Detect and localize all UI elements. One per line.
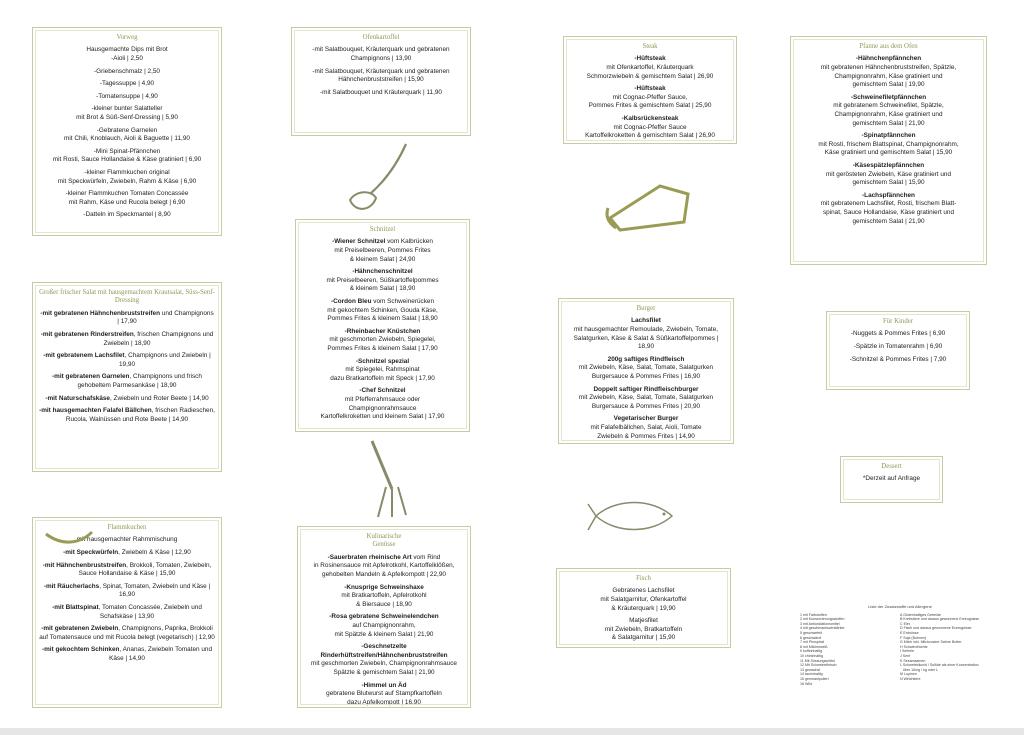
menu-item [565,356,727,382]
dish-description: mit hausgemachter Remoulade, Zwiebeln, Tomate, Salatgurken, Käse & Salat & Süßkartoffelpommes | 18,90 [573,326,719,351]
dish-name: -mit gekochtem Schinken [41,646,120,654]
dish-name: -Käsespätzlepfännchen [852,161,925,169]
dish-description: mit Zwiebeln, Käse, Salat, Tomate, Salatgurken Burgersauce & Pommes Frites | 16,90 [578,364,714,380]
dish-description: vom Schweinerücken mit gekochtem Schinken, Gouda Käse, Pommes Frites & kleinem Salat | 18,90 [327,297,438,323]
menu-item: -Spätzle in Tomatenrahm | 6,90 [853,343,943,350]
dish-description: mit Zwiebeln, Käse, Salat, Tomate, Salatgurken Burgersauce & Pommes Frites | 20,90 [578,394,714,410]
dish-description: gebratene Blutwurst auf Stampfkartoffeln dazu Apfelkompott | 16,90 [326,690,442,706]
legend-entry: 10 chininhaltig [800,653,823,658]
menu-item [304,554,464,580]
section-kinder [826,311,970,390]
legend-entry: B Krebstiere und daraus gewonnene Erzeugnisse [900,617,980,622]
item-list [833,330,963,364]
dish-name: -Hähnchenpfännchen [855,55,922,63]
menu-item [302,298,463,324]
legend-entry: 13 gewachst [800,667,821,672]
menu-item: -Nuggets & Pommes Frites | 6,90 [850,330,946,338]
item-list [302,238,463,421]
menu-item [565,415,727,441]
legend-entry: 15 genmanipuliert [800,676,829,681]
section-salat [32,282,222,472]
menu-item [302,268,463,294]
legend-entry: 7 mit Phosphat [800,640,824,645]
dish-name: -Hüftsteak [634,85,666,93]
dish-name: -mit Räucherlachs [43,582,100,590]
legend-entry: H Schalenfrüchte [900,644,928,649]
menu-item [39,646,215,663]
menu-item [304,682,464,708]
cake-slice-icon [600,178,694,234]
dish-description: mit gebratenem Schweinefilet, Spätzle, Champignonrahm, Käse gratiniert und gemischtem Salat | 21,90 [833,102,944,127]
legend-entry: 4 mit geschmacksverstärker [800,626,845,631]
dish-description: mit Rosti, frischem Blattspinat, Champignonrahm, Käse gratiniert und gemischtem Salat | 15,90 [818,140,959,157]
dish-name: -mit Speckwürfeln [63,549,119,556]
section-ofenkartoffel [291,27,471,136]
section-dessert [840,456,943,503]
menu-item [304,643,464,677]
dish-description: mit Preiselbeeren, Süßkartoffelpommes & kleinem Salat | 18,90 [326,276,439,293]
menu-item [39,583,215,600]
dish-name: -mit Blattspinat [52,603,99,611]
menu-item: Hausgemachte Dips mit Brot -Aioli | 2,50 [86,46,168,62]
dish-name: Doppelt saftiger Rindfleischburger [593,385,699,393]
section-title: Kulinarische Genüsse [366,533,402,549]
dish-description: , frischen Radieschen, Rucola, Walnüssen und Rote Beete | 14,90 [65,407,215,423]
menu-item: -Tomatensuppe | 4,90 [96,92,158,100]
section-title: Schnitzel [369,226,396,233]
menu-item [302,387,463,421]
legend-entry: J Senf [900,653,911,658]
dish-description: vom Kalbrücken mit Preiselbeeren, Pommes Frites & kleinem Salat | 24,90 [334,238,433,263]
dish-name: -Geschnetzelte Rinderhüftstreifen/Hähnchenbruststreifen [320,643,448,659]
legend-title: Liste der Zusatzstoffe und Allergene [868,604,932,609]
legend-entry: N Weichtiere [900,676,921,681]
menu-item: -Schnitzel & Pommes Frites | 7,90 [849,355,947,363]
item-list [570,55,730,140]
menu-item [565,386,727,412]
legend-entry: 9 koffeinhaltig [800,649,823,654]
section-vorweg [32,27,222,236]
dish-name: -Sauerbraten rheinische Art [327,553,412,561]
legend-entry: 8 mit Milcheiweiß [800,644,828,649]
dish-description: mit Cognac-Pfeffer Sauce, Pommes Frites & gemischtem Salat | 25,90 [588,93,712,110]
menu-item [39,352,215,369]
menu-item: -kleiner bunter Salatteller mit Brot & Süß-Senf-Dressing | 5,90 [76,105,178,121]
item-list [39,549,215,664]
legend-entry: 2 mit Konservierungsstoffen [800,617,845,622]
item-list [39,310,215,425]
dish-name: -Chef Schnitzel [359,387,406,395]
allergen-legend [800,605,1000,686]
menu-item [797,162,980,188]
item-list [39,46,215,220]
menu-item [570,115,730,141]
dish-description: mit gebratenen Hähnchenbruststreifen, Spätzle, Champignonrahm, Käse gratiniert und gemischtem Salat | 19,90 [820,64,957,89]
menu-item [39,562,215,579]
dish-description: , Brokkoli, Tomaten, Zwiebeln, Sauce Hollandaise & Käse | 15,90 [78,561,212,578]
dish-description: , Zwiebeln & Käse | 12,90 [118,549,191,556]
legend-entry: 6 geschwärzt [800,635,822,640]
menu-item [302,358,463,384]
dish-description: mit Pfefferrahmsauce oder Champignonrahmsauce Kartoffelkroketten und kleinem Salat | 17,90 [320,395,445,421]
section-title: Vorweg [116,34,138,41]
menu-item [797,132,980,158]
dish-name: -Schweinefiletpfännchen [850,93,927,101]
pretzel-swirl-icon [44,528,94,546]
dish-name: -Kalbsrückensteak [621,114,679,122]
dish-name: -Schnitzel spezial [355,357,410,365]
dish-description: mit Ofenkartoffel, Kräuterquark Schmorzwiebeln & gemischtem Salat | 26,90 [586,64,714,80]
dish-name: -Cordon Bleu [331,297,372,305]
section-title: Flammkuchen [107,524,147,531]
item-list [563,587,724,643]
menu-item: -kleiner Flammkuchen Tomaten Concassée mit Rahm, Käse und Rucola belegt | 6,90 [65,190,189,206]
dish-description: vom Rind in Rosinensauce mit Apfelrotkohl, Kartoffelklößen, gehobelten Mandeln & Apfelkompott | 22,90 [313,553,455,578]
dish-description: mit geschmorten Zwiebeln, Spiegelei, Pommes Frites & kleinem Salat | 17,90 [327,336,438,352]
item-list [298,46,464,97]
menu-item [570,55,730,81]
menu-item [797,192,980,226]
dish-name: -Hüftsteak [634,55,666,63]
dish-description: und Champignons | 17,90 [117,309,214,326]
menu-item: Gebratenes Lachsfilet mit Salatgarnitur, Ofenkartoffel & Kräuterquark | 19,90 [600,587,687,612]
legend-entry: F Soja (Bohnen) [900,635,927,640]
menu-item: *Derzeit auf Anfrage [862,475,921,483]
legend-entry: D Fisch und daraus gewonnene Erzeugnisse [900,626,972,631]
dish-name: -mit hausgemachten Falafel Bällchen [39,407,152,415]
menu-item [304,613,464,639]
legend-column-additives [800,613,890,687]
section-fisch [556,568,731,648]
dish-name: -Knusprige Schweinshaxe [344,583,424,591]
menu-item [302,238,463,264]
menu-item: -Gebratene Garnelen mit Chili, Knoblauch, Aioli & Baguette | 11,90 [64,126,190,143]
dish-description: , Spinat, Tomaten, Zwiebeln und Käse | 16,90 [99,582,211,599]
legend-entry: E Erdnüsse [900,630,919,635]
dish-name: -mit gebratenen Garnelen [52,373,130,381]
section-title: Ofenkartoffel [362,34,400,41]
menu-item [39,549,215,558]
legend-column-allergens [900,613,990,687]
legend-entry: 3 mit Antioxidationsmittel [800,621,840,626]
menu-item: -Datteln im Speckmantel | 8,90 [83,211,171,219]
menu-item [39,331,215,348]
dish-name: -mit gebratenen Rinderstreifen [40,331,134,338]
fish-icon [586,492,688,540]
dish-description: mit geschmorten Zwiebeln, Champignonrahmsauce Spätzle & gemischtem Salat | 21,90 [311,660,457,676]
menu-item [570,85,730,111]
menu-item [39,604,215,621]
section-steak [563,36,737,144]
dish-name: -Lachspfännchen [862,191,915,199]
legend-entry: 11 Mit Süssungsmittel [800,658,835,663]
dish-name: -Hähnchenschnitzel [352,268,413,276]
dish-name: -Spinatpfännchen [861,132,916,140]
item-list [304,554,464,708]
legend-entry: 14 taurinhaltig [800,672,823,677]
dish-name: -mit Naturschafskäse [45,394,110,402]
dish-description: , frischen Champignons und Zwiebeln | 18,90 [103,331,214,347]
dish-name: -Himmel un Äd [361,681,407,689]
legend-entry: I Sellerie [900,649,914,654]
dish-name: 200g saftiges Rindfleisch [607,355,685,363]
legend-entry: 1 mit Farbstoffen [800,612,827,617]
legend-entry: über 10mg / kg oder L [900,667,939,672]
dish-description: , Champignons, Paprika, Brokkoli auf Tomatensauce und mit Rucola belegt (vegetarisch) | 12,90 [39,625,215,641]
menu-item [304,584,464,610]
dish-description: , Tomaten Concassée, Zwiebeln und Schafskäse | 13,90 [98,603,202,620]
section-title: Dessert [881,463,902,470]
dish-name: -mit gebratenen Hähnchenbruststreifen [40,309,160,317]
menu-item: -Mini Spinat-Pfännchen mit Rosti, Sauce Hollandaise & Käse gratiniert | 6,90 [52,147,202,164]
menu-item [797,94,980,128]
section-title: Burger [636,305,656,312]
dish-description: auf Champignonrahm, mit Spätzle & kleinem Salat | 21,90 [334,621,434,638]
item-list [797,55,980,226]
item-list [847,475,936,484]
menu-item [565,317,727,351]
dish-name: -mit gebratenen Zwiebeln [41,625,119,633]
dish-description: mit Spiegelei, Rahmspinat dazu Bratkartoffeln mit Speck | 17,90 [330,366,435,382]
dish-name: -Wiener Schnitzel [332,238,386,246]
dish-description: mit Cognac-Pfeffer Sauce Kartoffelkroketten & gemischtem Salat | 26,90 [585,123,715,140]
menu-item [39,407,215,424]
section-title: Für Kinder [882,318,913,325]
menu-item: -kleiner Flammkuchen original mit Speckwürfeln, Zwiebeln, Rahm & Käse | 6,90 [57,168,197,185]
dish-description: mit Falafelbällchen, Salat, Aioli, Tomate Zwiebeln & Pommes Frites | 14,90 [590,423,702,440]
dish-name: -mit gebratenem Lachsfilet [43,352,125,360]
dish-description: mit gerösteten Zwiebeln, Käse gratiniert und gemischtem Salat | 15,90 [825,170,952,187]
menu-item [302,328,463,354]
section-title: Pfanne aus dem Ofen [859,43,918,50]
menu-item: -Griebenschmalz | 2,50 [94,67,160,75]
dish-name: -Rosa gebratene Schweinelendchen [329,613,439,621]
legend-entry: G Milch inkl. Milchzucker Sahne Butter [900,640,962,645]
fork-icon [368,437,412,519]
menu-item [39,310,215,327]
item-list [565,317,727,441]
menu-item [39,373,215,390]
dish-description: , Ananas, Zwiebeln Tomaten und Käse | 14,90 [109,646,213,662]
section-kulinarische [297,526,471,708]
section-pfanne [790,36,987,265]
dish-description: , Champignons und frisch gehobeltem Parmesankäse | 18,90 [77,373,202,389]
section-burger [558,298,734,444]
menu-item [797,55,980,89]
dish-description: , Champignons und Zwiebeln | 19,90 [119,352,211,368]
legend-entry: A Glutenhaltiges Getreide [900,612,941,617]
dish-name: Lachsfilet [631,317,661,325]
legend-entry: 12 Mit Schweinefleisch [800,663,837,668]
menu-item: -mit Salatbouquet, Kräuterquark und gebratenen Champignons | 13,90 [312,46,450,62]
dish-name: Vegetarischer Burger [613,415,679,423]
menu-item [39,625,215,642]
menu-item [39,395,215,404]
dish-name: -Rheinbacher Knüstchen [344,327,421,335]
menu-item: -mit Salatbouquet und Kräuterquark | 11,90 [320,88,442,96]
dish-name: -mit Hähnchenbruststreifen [42,561,127,569]
section-title: Fisch [636,575,651,582]
legend-entry: M Lupinen [900,672,917,677]
legend-entry: 16 Wild [800,681,812,686]
legend-entry: K Sesamsamen [900,658,926,663]
dish-description: , Zwiebeln und Roter Beete | 14,90 [110,394,209,402]
ladle-icon [346,140,412,218]
menu-item: -Tagessuppe | 4,90 [99,80,155,88]
menu-item: -mit Salatbouquet, Kräuterquark und gebratenen Hähnchenbruststreifen | 15,90 [312,67,450,84]
section-title: Steak [642,43,658,50]
menu-item: Matjesfilet mit Zwiebeln, Bratkartoffeln & Salatgarnitur | 15,90 [604,617,683,642]
section-intro: mit hausgemachter Rahmmischung [76,536,178,544]
legend-entry: 5 geschwefelt [800,630,822,635]
section-schnitzel [295,219,470,432]
dish-description: mit gebratenem Lachsfilet, Rosti, frischem Blatt- spinat, Sauce Hollandaise, Käse gratiniert und gemischtem Salat | 21,90 [820,200,957,225]
dish-description: mit Bratkartoffeln, Apfelrotkohl & Biersauce | 18,90 [341,592,427,608]
section-title: Großer frischer Salat mit hausgemachtem Krautsalat, Süss-Senf-Dressing [39,289,215,305]
legend-entry: L Schwefeldioxid / Sulfide als einer Konzentration [900,663,979,668]
legend-entry: C Eier [900,621,910,626]
